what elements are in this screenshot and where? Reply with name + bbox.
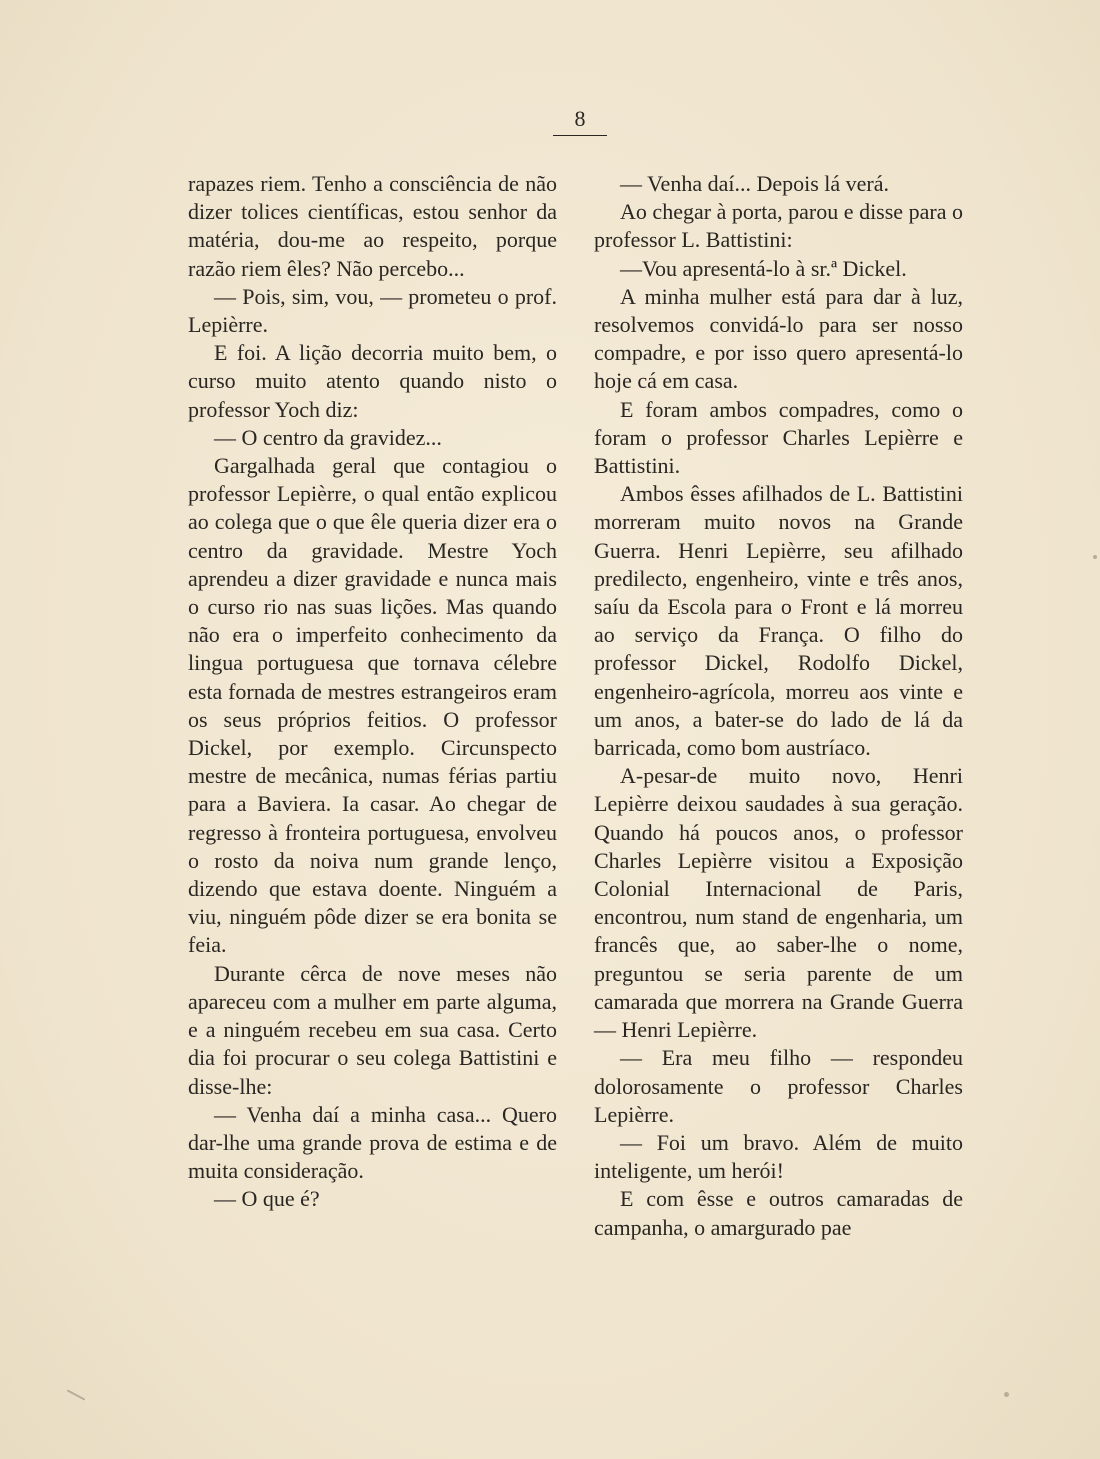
paper-speck (1093, 555, 1097, 559)
paragraph: A-pesar-de muito novo, Henri Lepièrre deixou saudades à sua geração. Quando há poucos anos, o professor Charles Lepièrre visitou a Exposição Colonial Internacional de Paris, encontrou, num stand de engenharia, um francês que, ao saber-lhe o nome, preguntou se seria parente de um camarada que morrera na Grande Guerra — Henri Lepièrre. (594, 763, 963, 1043)
page-number-rule (553, 135, 607, 136)
paragraph: Ao chegar à porta, parou e disse para o professor L. Battistini: (594, 199, 963, 253)
paragraph: E com êsse e outros camaradas de campanha, o amargurado pae (594, 1186, 963, 1240)
paragraph: Durante cêrca de nove meses não apareceu com a mulher em parte alguma, e a ninguém recebeu em sua casa. Certo dia foi procurar o seu colega Battistini e disse-lhe: (188, 960, 557, 1099)
paragraph: — O centro da gravidez... (214, 424, 442, 450)
paragraph: — Foi um bravo. Além de muito inteligente, um herói! (594, 1129, 963, 1184)
paragraph: — Venha daí... Depois lá verá. (620, 171, 890, 196)
paragraph: —Vou apresentá-lo à sr.ª Dickel. (620, 255, 907, 281)
paragraph: E foi. A lição decorria muito bem, o curso muito atento quando nisto o professor Yoch diz: (188, 340, 557, 422)
paragraph: — Pois, sim, vou, — prometeu o prof. Lepièrre. (188, 283, 557, 338)
paragraph: A minha mulher está para dar à luz, resolvemos convidá-lo para ser nosso compadre, e por isso quero apresentá-lo hoje cá em casa. (594, 283, 963, 394)
paragraph: E foram ambos compadres, como o foram o professor Charles Lepièrre e Battistini. (594, 396, 963, 479)
right-column (594, 170, 963, 1242)
paragraph: — Venha daí a minha casa... Quero dar-lhe uma grande prova de estima e de muita consideração. (188, 1101, 557, 1184)
page-number: 8 (574, 106, 586, 131)
paper-speck (67, 1389, 86, 1400)
left-column (188, 170, 557, 1214)
paragraph: — Era meu filho — respondeu dolorosamente o professor Charles Lepièrre. (594, 1045, 963, 1127)
paragraph: rapazes riem. Tenho a consciência de não dizer tolices científicas, estou senhor da matéria, dou-me ao respeito, porque razão riem êles? Não percebo... (188, 171, 557, 281)
paragraph: Ambos êsses afilhados de L. Battistini morreram muito novos na Grande Guerra. Henri Lepièrre, seu afilhado predilecto, engenheiro, vinte e três anos, saíu da Escola para o Front e lá morreu ao serviço da França. O filho do professor Dickel, Rodolfo Dickel, engenheiro-agrícola, morreu aos vinte e um anos, a bater-se do lado de lá da barricada, como bom austríaco. (594, 481, 963, 761)
paragraph: Gargalhada geral que contagiou o professor Lepièrre, o qual então explicou ao colega que o que êle queria dizer era o centro da gravidade. Mestre Yoch aprendeu a dizer gravidade e nunca mais o curso rio nas suas lições. Mas quando não era o imperfeito conhecimento da lingua portuguesa que tornava célebre esta fornada de mestres estrangeiros eram os seus próprios feitios. O professor Dickel, por exemplo. Circunspecto mestre de mecânica, numas férias partiu para a Baviera. Ia casar. Ao chegar de regresso à fronteira portuguesa, envolveu o rosto da noiva num grande lenço, dizendo que estava doente. Ninguém a viu, ninguém pôde dizer se era bonita se feia. (188, 453, 557, 958)
paper-speck (1004, 1392, 1009, 1397)
paragraph: — O que é? (214, 1186, 320, 1212)
